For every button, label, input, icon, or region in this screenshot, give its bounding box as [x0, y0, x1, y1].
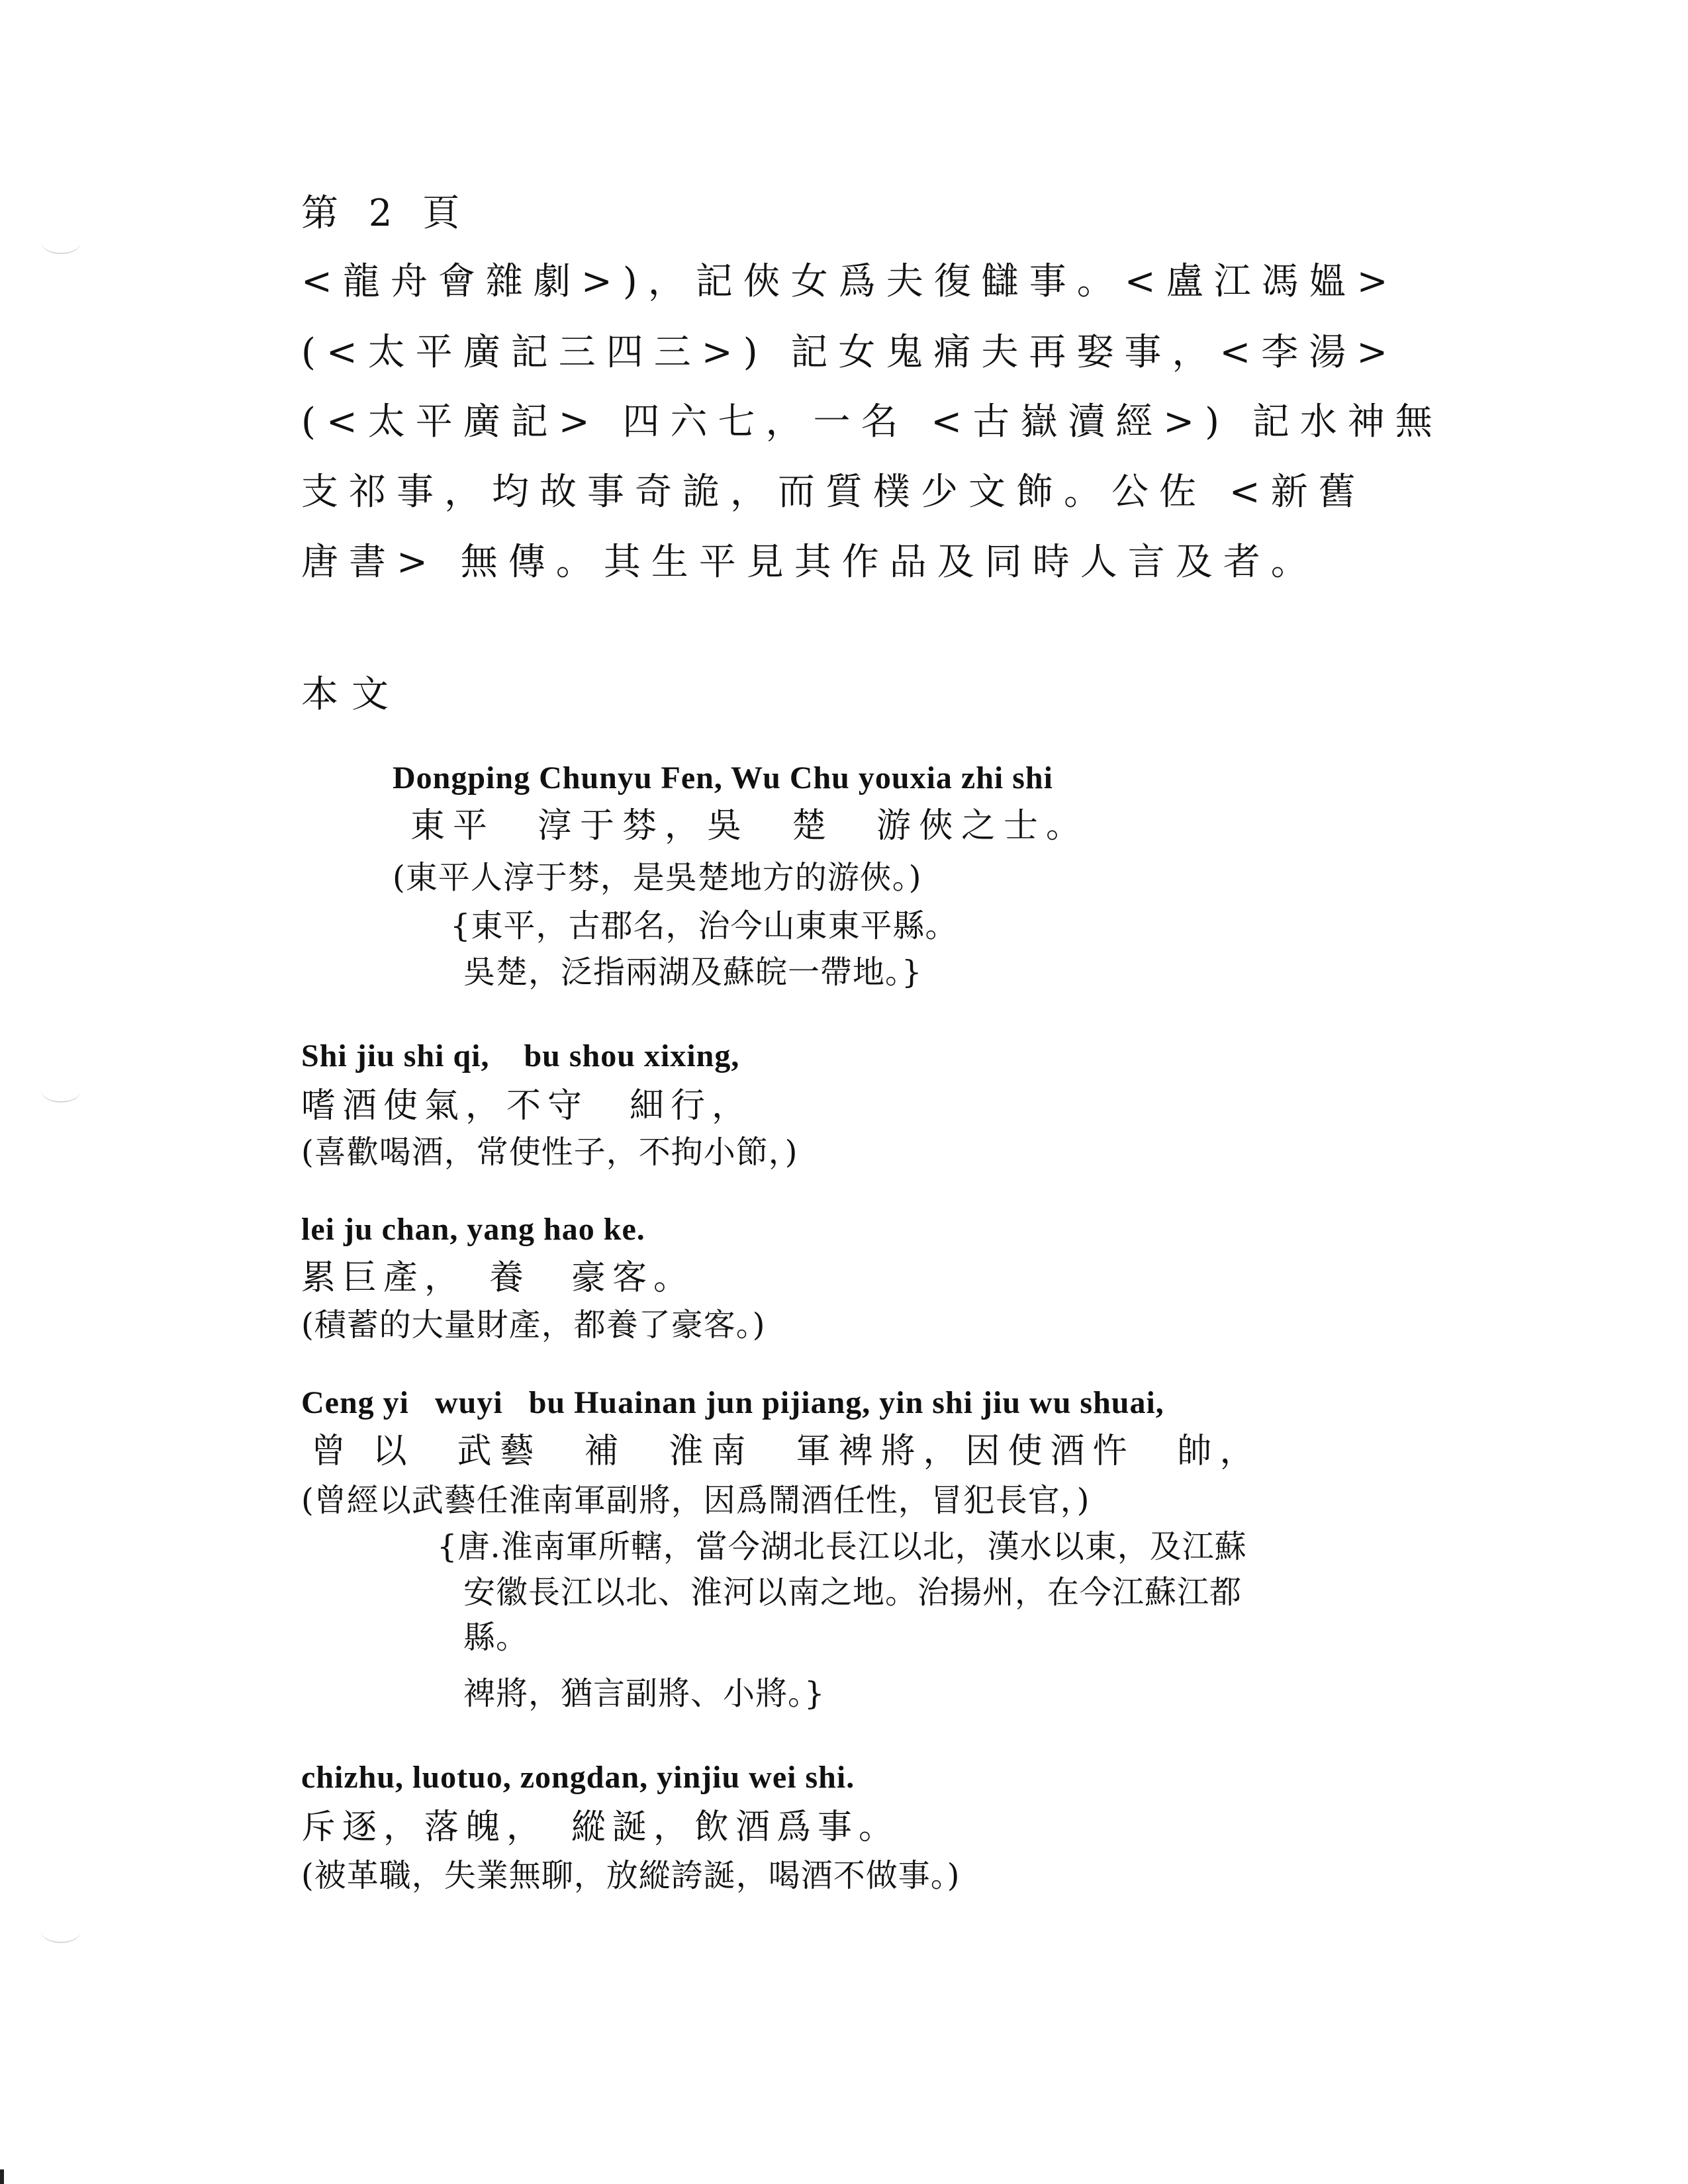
verse-4-pinyin: Ceng yi wuyi bu Huainan jun pijiang, yin shi jiu wu shuai,: [301, 1385, 1164, 1420]
verse-4-text: 曾 以 武藝 補 淮南 軍裨將，因使酒忤 帥，: [311, 1432, 1262, 1471]
verse-5-pinyin: chizhu, luotuo, zongdan, yinjiu wei shi.: [301, 1760, 855, 1795]
verse-2-translation: (喜歡喝酒，常使性子，不拘小節，): [301, 1134, 798, 1171]
verse-2-text: 嗜酒使氣，不守 細行，: [301, 1086, 753, 1126]
verse-5-translation: (被革職，失業無聊，放縱誇誕，喝酒不做事。): [301, 1857, 961, 1894]
verse-1-pinyin: Dongping Chunyu Fen, Wu Chu youxia zhi shi: [393, 760, 1053, 796]
verse-2-pinyin: Shi jiu shi qi, bu shou xixing,: [301, 1038, 740, 1073]
intro-line-1: <龍舟會雜劇>)，記俠女爲夫復讎事。<盧江馮媼>: [301, 260, 1399, 303]
verse-4-note-2: 安徽長江以北、淮河以南之地。治揚州，在今江蘇江都: [463, 1574, 1243, 1611]
verse-4-note-4: 裨將，猶言副將、小將。}: [463, 1675, 825, 1712]
scan-edge-mark: [0, 2169, 4, 2184]
intro-line-4: 支祁事，均故事奇詭，而質樸少文飾。公佐 <新舊: [301, 471, 1366, 514]
section-title: 本文: [301, 673, 402, 716]
verse-3-text: 累巨產， 養 豪客。: [301, 1258, 695, 1298]
verse-1-note-2: 吳楚，泛指兩湖及蘇皖一帶地。}: [463, 954, 923, 991]
verse-4-note-1: {唐.淮南軍所轄，當今湖北長江以北，漢水以東，及江蘇: [437, 1528, 1247, 1565]
page-header: 第 2 頁: [301, 192, 469, 235]
verse-3-pinyin: lei ju chan, yang hao ke.: [301, 1212, 645, 1247]
verse-5-text: 斥逐，落魄， 縱誕，飲酒爲事。: [301, 1807, 900, 1847]
intro-line-3: (<太平廣記> 四六七，一名 <古嶽瀆經>) 記水神無: [301, 400, 1443, 443]
punch-hole-middle: [41, 1079, 81, 1103]
intro-line-2: (<太平廣記三四三>) 記女鬼痛夫再娶事，<李湯>: [301, 331, 1399, 374]
verse-1-note-1: {東平，古郡名，治今山東東平縣。: [450, 907, 958, 944]
verse-4-translation: (曾經以武藝任淮南軍副將，因爲鬧酒任性，冒犯長官，): [301, 1482, 1090, 1519]
verse-1-translation: (東平人淳于棼，是吳楚地方的游俠。): [393, 859, 922, 896]
punch-hole-bottom: [41, 1919, 81, 1943]
verse-1-text: 東平 淳于棼，吳 楚 游俠之士。: [410, 806, 1089, 846]
intro-line-5: 唐書> 無傳。其生平見其作品及同時人言及者。: [301, 541, 1319, 584]
punch-hole-top: [41, 230, 81, 254]
verse-4-note-3: 縣。: [463, 1619, 529, 1656]
verse-3-translation: (積蓄的大量財產，都養了豪客。): [301, 1306, 766, 1343]
